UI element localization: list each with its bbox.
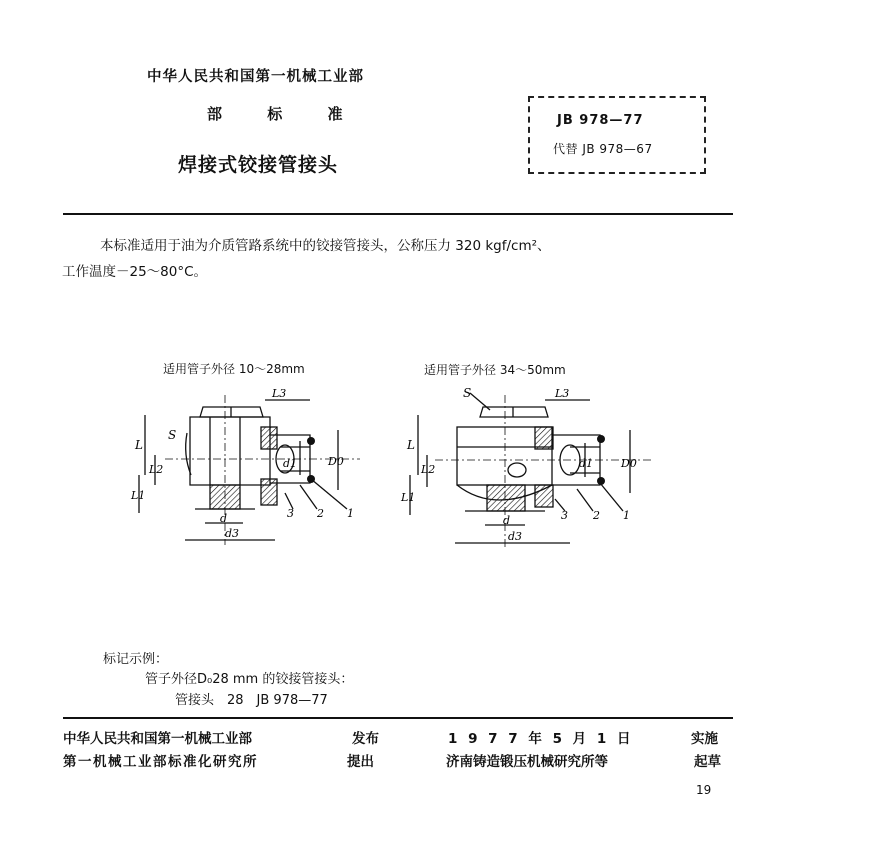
label-S: S: [168, 428, 177, 442]
part-1: 1: [347, 507, 354, 520]
page-number: 19: [696, 783, 712, 797]
standard-code-box: [528, 96, 706, 174]
ministry-name: 中华人民共和国第一机械工业部: [147, 69, 364, 85]
standard-code: JB 978—77: [557, 113, 644, 128]
part-3: 3: [287, 507, 294, 520]
standard-type: 部 标 准: [207, 105, 343, 123]
part-3: 3: [561, 509, 568, 522]
scope-line-1: 本标准适用于油为介质管路系统中的铰接管接头，公称压力 320 kgf/cm²、: [100, 238, 551, 254]
footer-effective-label: 实施: [691, 731, 718, 747]
footer-issuer: 中华人民共和国第一机械工业部: [63, 731, 252, 747]
label-L3: L3: [555, 387, 570, 400]
label-L1: L1: [131, 489, 146, 502]
part-2: 2: [593, 509, 600, 522]
left-fitting-drawing: [125, 375, 385, 555]
right-fitting-drawing: [395, 375, 670, 555]
label-L: L: [407, 438, 415, 452]
footer-proposer: 第一机械工业部标准化研究所: [63, 754, 258, 770]
label-D0: D0: [621, 457, 637, 470]
footer-issued-label: 发布: [352, 731, 379, 747]
footer-drafter: 济南铸造锻压机械研究所等: [446, 754, 608, 770]
left-figure-caption: 适用管子外径 10～28mm: [163, 362, 305, 376]
label-d1: d1: [283, 457, 298, 470]
label-L3: L3: [272, 387, 287, 400]
label-d3: d3: [225, 527, 240, 540]
footer-proposed-label: 提出: [347, 754, 374, 770]
header-divider: [63, 213, 733, 215]
footer-divider: [63, 717, 733, 719]
label-L2: L2: [149, 463, 164, 476]
right-figure-caption: 适用管子外径 34～50mm: [424, 363, 566, 377]
replaces-code: 代替 JB 978—67: [553, 142, 653, 156]
label-d3: d3: [508, 530, 523, 543]
footer-drafted-label: 起草: [694, 754, 721, 770]
marking-line-1: 管子外径D₀28 mm 的铰接管接头：: [145, 672, 354, 687]
scope-line-2: 工作温度－25～80°C。: [62, 264, 208, 280]
part-2: 2: [317, 507, 324, 520]
scope-paragraph: [62, 233, 740, 285]
label-d1: d1: [579, 457, 594, 470]
label-D0: D0: [328, 455, 344, 468]
label-L1: L1: [401, 491, 416, 504]
label-L2: L2: [421, 463, 436, 476]
marking-heading: 标记示例：: [103, 652, 169, 667]
label-d: d: [503, 514, 511, 527]
part-1: 1: [623, 509, 630, 522]
label-S: S: [463, 386, 472, 400]
label-L: L: [135, 438, 143, 452]
label-d: d: [220, 512, 228, 525]
marking-line-2: 管接头 28 JB 978—77: [175, 693, 328, 708]
document-title: 焊接式铰接管接头: [178, 154, 339, 176]
footer-date: 1 9 7 7 年 5 月 1 日: [448, 731, 634, 747]
